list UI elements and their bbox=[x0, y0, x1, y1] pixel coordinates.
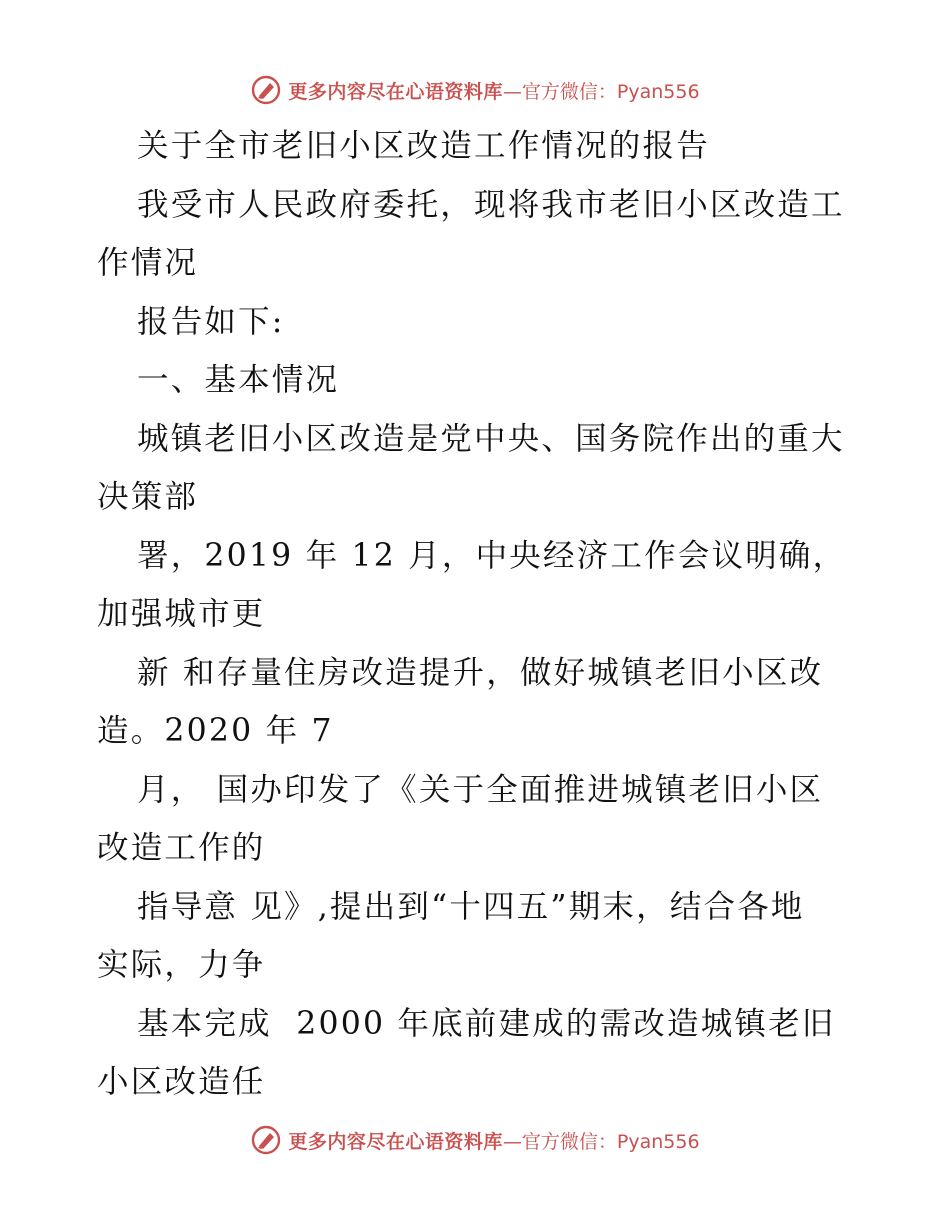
banner-main-text: 更多内容尽在心语资料库 bbox=[288, 80, 503, 103]
paragraph-line: 新 和存量住房改造提升，做好城镇老旧小区改 bbox=[137, 654, 824, 691]
paragraph-line: 月， 国办印发了《关于全面推进城镇老旧小区 bbox=[137, 771, 824, 808]
paragraph-line: 我受市人民政府委托，现将我市老旧小区改造工 bbox=[137, 186, 845, 223]
paragraph-line: 署，2019 年 12 月，中央经济工作会议明确， bbox=[137, 537, 847, 574]
paragraph-line: 改造工作的 bbox=[97, 830, 266, 866]
paragraph-line: 决策部 bbox=[97, 479, 199, 515]
paragraph-line: 小区改造任 bbox=[97, 1064, 266, 1100]
paragraph-line: 加强城市更 bbox=[97, 596, 266, 632]
paragraph-line: 基本完成 2000 年底前建成的需改造城镇老旧 bbox=[137, 1005, 836, 1042]
banner-sub-text: —官方微信：Pyan556 bbox=[502, 1130, 700, 1153]
paragraph-line: 作情况 bbox=[97, 245, 199, 281]
banner-main-text: 更多内容尽在心语资料库 bbox=[288, 1130, 503, 1153]
paragraph-line: 实际，力争 bbox=[97, 947, 266, 983]
paragraph-line: 报告如下: bbox=[137, 303, 285, 340]
paragraph-line: 城镇老旧小区改造是党中央、国务院作出的重大 bbox=[137, 420, 845, 457]
section-heading: 一、基本情况 bbox=[137, 362, 340, 398]
banner-sub-text: —官方微信：Pyan556 bbox=[502, 80, 700, 103]
paragraph-line: 指导意 见》,提出到“十四五”期末，结合各地 bbox=[137, 888, 805, 925]
footer-watermark-banner bbox=[0, 1120, 950, 1160]
pen-nib-logo-icon bbox=[250, 1124, 282, 1156]
paragraph-line: 造。2020 年 7 bbox=[97, 713, 334, 749]
pen-nib-logo-icon bbox=[250, 74, 282, 106]
document-body bbox=[97, 117, 857, 1112]
header-watermark-banner bbox=[0, 70, 950, 110]
document-title: 关于全市老旧小区改造工作情况的报告 bbox=[137, 128, 710, 164]
